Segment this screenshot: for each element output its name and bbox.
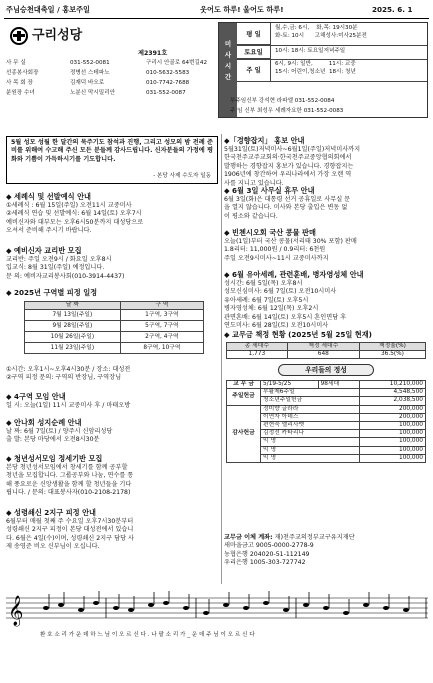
- office-closed-section: [224, 186, 428, 221]
- text-line: 정미향 글라라: [261, 405, 360, 413]
- soymilk-section: [224, 228, 428, 263]
- text-line: 본당 청년성서모임에서 창세기를 함께 공부할: [6, 464, 128, 471]
- text-line: 입교식: 8월 31일(주일) 예정입니다.: [6, 264, 105, 272]
- anna-pilgrimage-section: [6, 418, 218, 445]
- text-line: 청년을 모집합니다. 그룹공부와 나눔, 연수를 통: [6, 472, 134, 480]
- text-line: 출 발: 본당 마당에서 오전8시30분: [6, 436, 100, 444]
- text-line: 100,000: [359, 446, 425, 454]
- text-line: 을 열지 않습니다. 미사와 본당 출입은 변동 없: [224, 204, 348, 212]
- section-title: ◆ 6월 3일 사무실 휴무 안내: [224, 186, 315, 195]
- text-line: 총 세대수: [227, 343, 288, 351]
- contact-value: 김재덕 바오로: [70, 80, 105, 86]
- contact-phone: 031-552-0087: [146, 90, 186, 96]
- text-line: 5구역, 7구역: [120, 321, 203, 332]
- mass-day-saturday: 토요일: [237, 45, 271, 59]
- text-line: 36.5(%): [359, 351, 425, 359]
- header-motto: 웃어도 하루! 울어도 하루!: [200, 5, 284, 14]
- text-line: 9월 28일(주일): [25, 321, 121, 332]
- section-title: ◆ 청년성서모임 정세기반 모집: [6, 454, 103, 463]
- section-title: ◆ 세례식 및 선발예식 안내: [6, 192, 91, 201]
- section-title: ◆「경향잡지」 홍보 안내: [224, 136, 305, 145]
- text-line: 일 시: 오늘(1일) 11시 교중미사 후 / 마태오방: [6, 402, 131, 409]
- section-title: ◆ 4구역 모임 안내: [6, 392, 66, 401]
- text-line: 립니다. / 문의: 대표봉사자(010-2108-2178): [6, 489, 131, 497]
- contact-value: 정병선 스테파노: [70, 70, 110, 76]
- text-line: ①시간: 오후1시~오후4시30분 / 장소: 대성전: [6, 366, 131, 373]
- text-line: 사를 지니고 있습니다.: [224, 179, 284, 187]
- text-line: 5월31일(토)저녁미사~6월1일(주일)저녁미사까지: [224, 146, 361, 153]
- catechism-section: [6, 246, 218, 281]
- text-line: 한국천주교주교회의·한국천주교중앙협의회에서: [224, 154, 352, 162]
- section-title: ◆ 성령쇄신 2지구 피정 안내: [6, 508, 96, 517]
- text-line: 200,000: [359, 413, 425, 421]
- text-line: 부활제6주일: [261, 389, 360, 397]
- text-line: 날 짜: [25, 302, 121, 310]
- text-line: 교무금 이체 계좌:: [224, 534, 273, 541]
- parish-logo-icon: [10, 27, 28, 45]
- text-line: 주일 오전9시미사~11시 교중미사까지: [224, 254, 329, 262]
- parish-name: 구리성당: [32, 28, 83, 43]
- text-line: 재)천주교의정부교구유지재단: [274, 534, 355, 541]
- text-line: 10월 26일(주일): [25, 332, 121, 343]
- text-line: 해 풍요로운 신앙생활을 함께 할 청년들을 기다: [6, 480, 132, 488]
- text-line: 100,000: [359, 422, 425, 430]
- dues-table: [226, 342, 426, 359]
- mass-label: 미 사 시 간: [219, 23, 237, 117]
- contact-value: 031-552-0081: [70, 60, 110, 66]
- text-line: ①세례식 : 6월 15일(주일) 오전11시 교중미사: [6, 202, 132, 209]
- mass-day-sunday: 주 일: [237, 59, 271, 81]
- text-line: 병자영성체: 6월 12일(목) 오후2시: [224, 305, 319, 313]
- contact-label: 분원장 수녀: [6, 90, 35, 96]
- section-title: ◆ 빈첸시오회 국산 콩물 판매: [224, 228, 316, 237]
- text-line: 발행하는 경향잡지 홍보가 있습니다. 경향잡지는: [224, 162, 354, 170]
- contact-value: 노분신 막시밀리안: [70, 90, 116, 96]
- text-line: 주일헌금: [227, 389, 261, 405]
- assistant-priest: 부주임신부 강석현 라파엘 031-552-0084: [230, 98, 335, 104]
- text-line: 98세대: [318, 381, 359, 389]
- magazine-section: [224, 136, 428, 188]
- header-feast: 주님승천대축일 / 홍보주일: [6, 5, 91, 14]
- text-line: 이연자 아녜스: [261, 413, 360, 421]
- intro-signature: - 본당 사제 수도자 일동: [153, 173, 211, 180]
- text-line: 4,548,500: [359, 389, 425, 397]
- text-line: 1,773: [227, 351, 288, 359]
- text-line: 편현숙 엘리사벳: [261, 422, 360, 430]
- text-line: 100,000: [359, 430, 425, 438]
- text-line: 농협은행 204020-51-112149: [224, 550, 310, 558]
- text-line: 6월 3일(화)은 대통령 선거 공휴일로 사무실 문: [224, 196, 351, 203]
- hymn-lyrics: 환 호 소 리 가 운 데 하 느 님 이 오 르 신 다 . 나 팔 소 리 가 _ 운 데 주 님 이 오 르 신 다: [40, 632, 255, 638]
- text-line: 구 역: [120, 302, 203, 310]
- june-sacraments-section: [224, 270, 428, 330]
- text-line: 648: [287, 351, 359, 359]
- text-line: 5월 성모 성월 한 달간의 묵주기도 참석과 진행, 그리고 성모의 밤 전례 준비를 위해여 수고해 주신 모든 분들께 감사드립니다. 신자분들의 가정에 평화와 기쁨이 가득하시기를 기도합니다.: [11, 139, 213, 163]
- text-line: 5/19-5/25: [261, 381, 319, 389]
- district4-section: [6, 392, 218, 410]
- text-line: 문 의: 예비자교리봉사회(010-3914-4437): [6, 272, 125, 280]
- section-title: ◆ 2025년 구역별 피정 일정: [6, 288, 98, 297]
- text-line: 이 평소와 같습니다.: [224, 212, 278, 220]
- text-line: 유아세례: 6월 7일(토) 오후5시: [224, 296, 309, 304]
- section-title: ◆ 안나회 성지순례 안내: [6, 418, 82, 427]
- text-line: ②구역 피정 문의: 구역의 반장님, 구역장님: [6, 374, 122, 382]
- retreat-notes: [6, 366, 218, 383]
- text-line: 성령쇄신 2지구 피정이 본당 대성전에서 있습니: [6, 526, 134, 534]
- text-line: 2구역, 4구역: [120, 332, 203, 343]
- offering-title: 우리들의 정성: [278, 364, 374, 376]
- contact-address: 구리시 안골로 64번길42: [146, 60, 208, 66]
- text-line: ②세례식 연습 및 선발예식: 6월 14일(토) 오후7시: [6, 210, 142, 218]
- text-line: 오셔서 준비해 주시기 바랍니다.: [6, 227, 92, 235]
- mass-day-weekday: 평 일: [237, 23, 271, 45]
- issue-number: 제2391호: [138, 50, 168, 57]
- text-line: 1.8리터: 11,000원 / 0.9리터: 6천원: [224, 246, 326, 254]
- text-line: 날 짜: 6월 7일(토) / 양주시 신암리성당: [6, 428, 113, 435]
- text-line: 청소년주일헌금: [261, 397, 360, 405]
- text-line: 익 명: [261, 446, 360, 454]
- text-line: 200,000: [359, 405, 425, 413]
- text-line: 관면혼배: 6월 14일(토) 오후5시 혼인면담 후: [224, 313, 347, 321]
- text-line: 연도미사: 6월 28일(토) 오전10시미사: [224, 322, 329, 330]
- hymn-staff: [6, 590, 428, 680]
- text-line: 새마을금고 9005-0000-2778-9: [224, 542, 314, 550]
- text-line: 성모신심미사: 6월 7일(토) 오전10시미사: [224, 288, 337, 296]
- text-line: 제 송영준 비오 신부님이 오십니다.: [6, 543, 100, 551]
- svg-text:𝄞: 𝄞: [8, 596, 24, 626]
- contact-label: 사 목 회 장: [6, 80, 33, 86]
- text-line: 다. 6월은 4일(수)이며, 성령쇄신 2지구 담당 사: [6, 534, 135, 542]
- header-date: 2025. 6. 1: [372, 5, 413, 14]
- text-line: 6월부터 매월 첫째 주 수요일 오후7시30분부터: [6, 518, 134, 525]
- mass-times-saturday: 10시: 18시: 토요일저녁주일: [275, 48, 346, 54]
- retreat-section: [6, 288, 218, 298]
- baptism-section: [6, 192, 218, 236]
- text-line: 2,038,500: [359, 397, 425, 405]
- contact-phone: 010-5632-5583: [146, 70, 190, 76]
- text-line: 100,000: [359, 454, 425, 462]
- text-line: 7월 13일(주일): [25, 310, 121, 321]
- text-line: 예비신자와 대부모는 오후6시50분까지 대성당으로: [6, 218, 144, 226]
- contact-label: 선종봉사회장: [6, 70, 39, 76]
- text-line: 익 명: [261, 454, 360, 462]
- intro-notice: [6, 136, 218, 184]
- text-line: 성시간: 6월 5일(목) 오후8시: [224, 280, 303, 287]
- contact-phone: 010-7742-7688: [146, 80, 190, 86]
- text-line: 우리은행 1005-303-727742: [224, 559, 306, 567]
- section-title: ◆ 6월 유아세례, 관련훈배, 병자영성체 안내: [224, 270, 364, 279]
- contact-label: 사 무 실: [6, 60, 26, 66]
- text-line: 11월 23일(주일): [25, 343, 121, 354]
- text-line: 김정선 카타리나: [261, 430, 360, 438]
- text-line: 교 무 금: [227, 381, 261, 389]
- text-line: 익 명: [261, 438, 360, 446]
- text-line: 책정 세대수: [287, 343, 359, 351]
- mass-times-weekday: 월,수,금: 6시, 화,목: 19시30분 화-토: 10시 고해성사:미사25분전: [275, 25, 367, 39]
- text-line: 감사헌금: [227, 405, 261, 462]
- bible-study-section: [6, 454, 218, 498]
- text-line: 10,210,000: [359, 381, 425, 389]
- text-line: 책정율(%): [359, 343, 425, 351]
- pastor: 주 임 신부 최성우 세례자요한 031-552-0083: [230, 108, 344, 114]
- text-line: 오늘(1일)부터 국산 콩물(서리태 30% 포함) 판매: [224, 238, 357, 245]
- text-line: 교리반: 주일 오전9시 / 화요일 오후8시: [6, 256, 112, 263]
- text-line: 8구역, 10구역: [120, 343, 203, 354]
- retreat-table: [24, 301, 204, 354]
- mass-times-sunday: 6시, 9시: 일반, 11시: 교중 15시: 어린이,청소년 18시: 청년: [275, 61, 356, 75]
- account-section: [224, 534, 428, 568]
- section-title: ◆ 예비신자 교리반 모집: [6, 246, 82, 255]
- dues-section: [224, 330, 428, 340]
- section-title: ◆ 교무금 책정 현황 (2025년 5월 25일 현재): [224, 330, 372, 339]
- charismatic-retreat-section: [6, 508, 218, 552]
- text-line: 1구역, 3구역: [120, 310, 203, 321]
- text-line: 1906년에 창간하여 우리나라에서 가장 오랜 역: [224, 171, 352, 179]
- text-line: 100,000: [359, 438, 425, 446]
- offering-table: [226, 380, 426, 463]
